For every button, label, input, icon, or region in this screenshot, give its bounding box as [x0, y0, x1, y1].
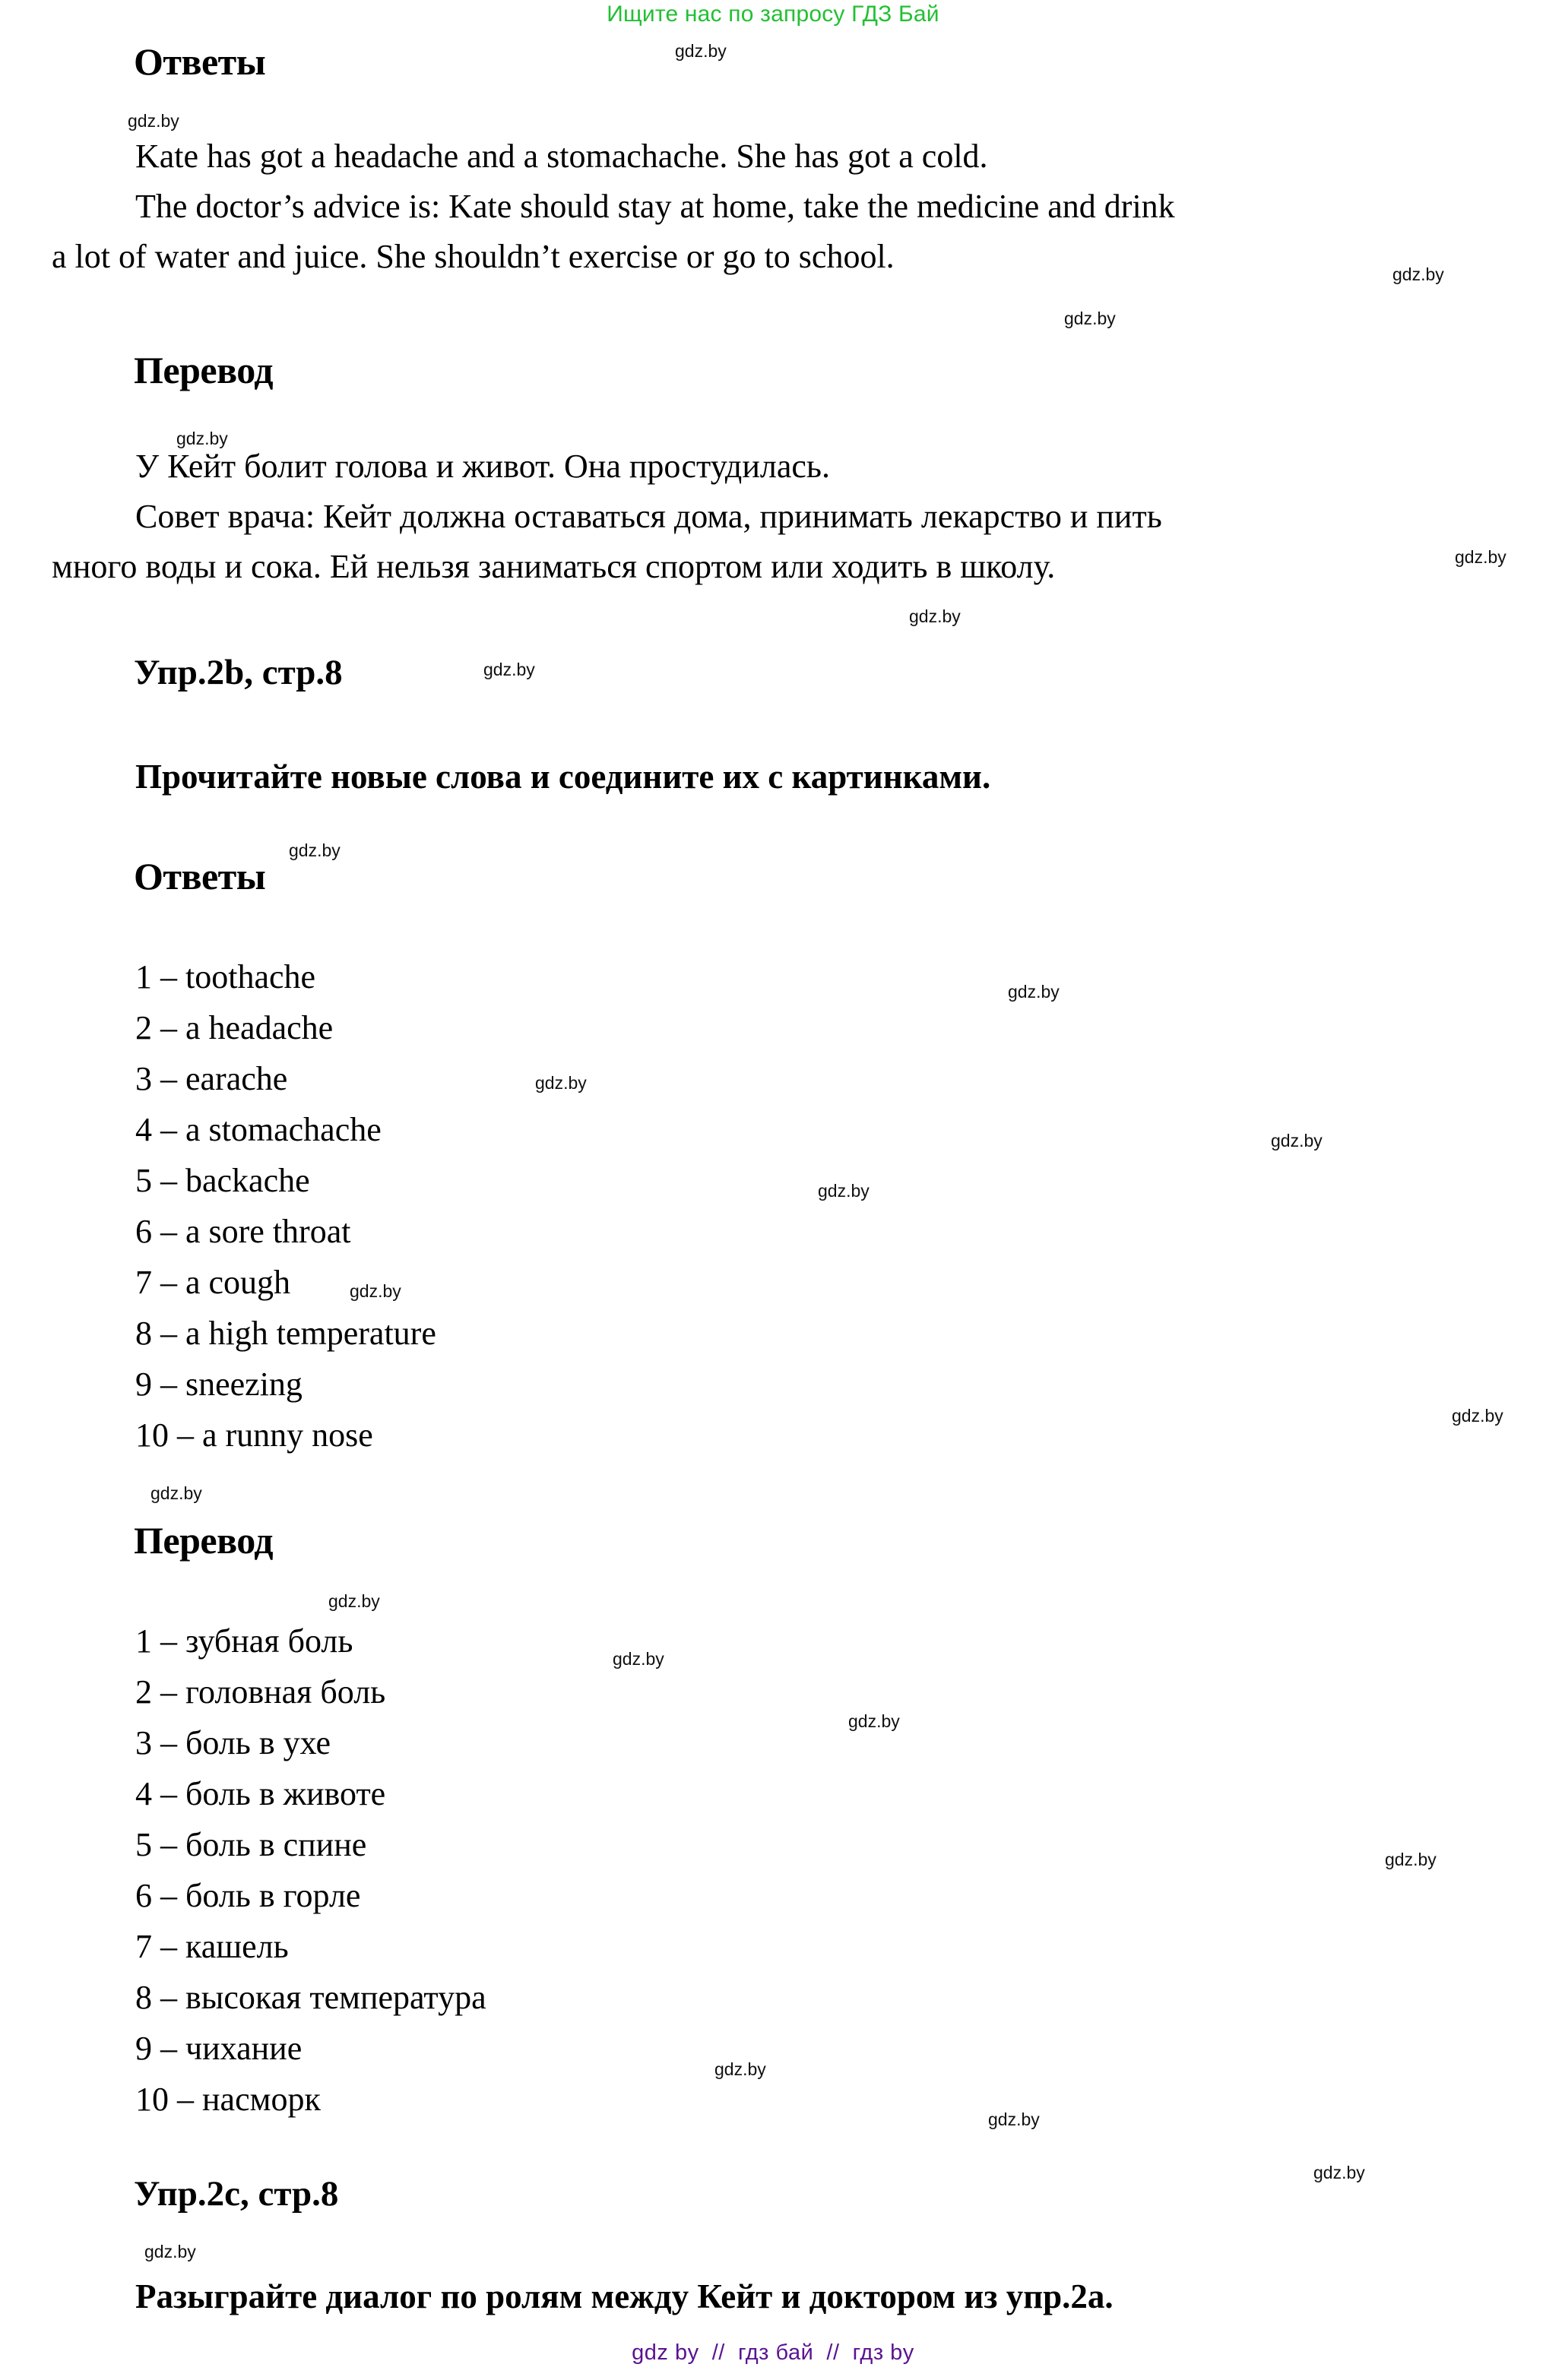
translation-line: Совет врача: Кейт должна оставаться дома, принимать лекарство и пить [135, 498, 1162, 535]
site-footer: gdz by // гдз бай // гдз by [632, 2340, 914, 2365]
list-item: 10 – a runny nose [135, 1416, 373, 1454]
list-item: 2 – a headache [135, 1009, 334, 1046]
watermark: gdz.by [535, 1073, 587, 1093]
task-prompt-2b: Прочитайте новые слова и соедините их с картинками. [135, 758, 991, 796]
list-item: 8 – высокая температура [135, 1979, 486, 2016]
watermark: gdz.by [988, 2109, 1040, 2129]
list-item: 3 – боль в ухе [135, 1724, 331, 1761]
answers-paragraph-1 [52, 138, 1526, 275]
task-prompt-2c: Разыграйте диалог по ролям между Кейт и доктором из упр.2a. [135, 2277, 1114, 2315]
watermark: gdz.by [675, 41, 727, 61]
watermark: gdz.by [1455, 547, 1506, 567]
watermark: gdz.by [1452, 1406, 1503, 1426]
answers-heading-1: Ответы [134, 40, 266, 83]
watermark: gdz.by [714, 2059, 766, 2079]
translation-list-2b [135, 1616, 486, 2125]
list-item: 3 – earache [135, 1060, 288, 1097]
watermark: gdz.by [1313, 2163, 1365, 2182]
answers-line: a lot of water and juice. She shouldn’t exercise or go to school. [52, 238, 895, 275]
promo-banner: Ищите нас по запросу ГДЗ Бай [607, 2, 939, 27]
answers-line: Kate has got a headache and a stomachache. She has got a cold. [135, 138, 988, 175]
list-item: 7 – a cough [135, 1264, 291, 1301]
list-item: 6 – a sore throat [135, 1213, 351, 1250]
translation-line: много воды и сока. Ей нельзя заниматься спортом или ходить в школу. [52, 548, 1056, 585]
answers-heading-2b: Ответы [134, 855, 266, 897]
list-item: 1 – toothache [135, 958, 316, 995]
watermark: gdz.by [1271, 1131, 1323, 1150]
watermark: gdz.by [144, 2242, 196, 2261]
watermark: gdz.by [613, 1649, 664, 1669]
watermark: gdz.by [150, 1483, 202, 1503]
watermark: gdz.by [328, 1591, 380, 1611]
list-item: 10 – насморк [135, 2081, 321, 2118]
list-item: 8 – a high temperature [135, 1315, 436, 1352]
list-item: 1 – зубная боль [135, 1622, 353, 1660]
watermark: gdz.by [176, 429, 228, 448]
watermark: gdz.by [128, 111, 179, 131]
watermark: gdz.by [1064, 309, 1116, 328]
watermark: gdz.by [1008, 982, 1060, 1002]
watermark: gdz.by [848, 1711, 900, 1731]
translation-line: У Кейт болит голова и живот. Она простудилась. [135, 448, 830, 485]
exercise-title-2b: Упр.2b, стр.8 [134, 653, 343, 692]
answers-line: The doctor’s advice is: Kate should stay at home, take the medicine and drink [135, 188, 1175, 225]
watermark: gdz.by [1392, 264, 1444, 284]
list-item: 7 – кашель [135, 1928, 289, 1965]
list-item: 5 – backache [135, 1162, 310, 1199]
exercise-title-2c: Упр.2c, стр.8 [134, 2174, 339, 2214]
list-item: 4 – a stomachache [135, 1111, 382, 1148]
watermark: gdz.by [909, 606, 961, 626]
list-item: 9 – чихание [135, 2030, 303, 2067]
watermark: gdz.by [483, 660, 535, 679]
list-item: 4 – боль в животе [135, 1775, 386, 1812]
watermark: gdz.by [289, 840, 341, 860]
watermark: gdz.by [818, 1181, 870, 1201]
list-item: 2 – головная боль [135, 1673, 386, 1711]
watermark: gdz.by [1385, 1850, 1437, 1869]
translation-paragraph-1 [52, 448, 1526, 585]
list-item: 5 – боль в спине [135, 1826, 367, 1863]
translation-heading-2b: Перевод [134, 1519, 274, 1562]
list-item: 6 – боль в горле [135, 1877, 361, 1914]
list-item: 9 – sneezing [135, 1366, 303, 1403]
answers-list-2b [135, 951, 436, 1461]
watermark: gdz.by [350, 1281, 401, 1301]
translation-heading-1: Перевод [134, 349, 274, 391]
